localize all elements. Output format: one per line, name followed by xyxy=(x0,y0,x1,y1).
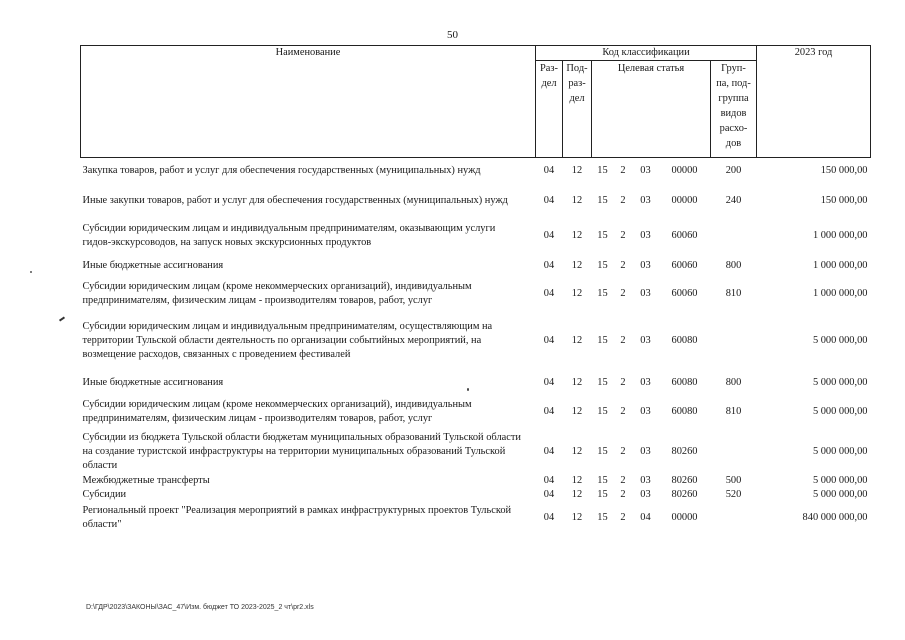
row-name: Субсидии xyxy=(82,488,127,500)
row-podrazdel: 12 xyxy=(571,376,583,388)
row-razdel: 04 xyxy=(543,164,555,176)
row-s1: 15 xyxy=(597,405,608,417)
row-s2: 2 xyxy=(620,376,626,388)
row-s4: 00000 xyxy=(671,194,698,206)
row-s3: 03 xyxy=(640,194,651,206)
table-row xyxy=(81,394,871,430)
row-s3: 03 xyxy=(640,287,651,299)
row-s3: 03 xyxy=(640,474,651,486)
row-s3: 03 xyxy=(640,334,651,346)
table-row xyxy=(81,502,871,534)
row-group xyxy=(711,502,757,534)
row-s2: 2 xyxy=(620,511,626,523)
row-amount: 5 000 000,00 xyxy=(812,405,868,417)
row-name: Иные бюджетные ассигнования xyxy=(82,376,224,388)
table-row xyxy=(81,218,871,254)
row-razdel: 04 xyxy=(543,287,555,299)
row-group: 500 xyxy=(725,474,742,486)
row-amount: 150 000,00 xyxy=(820,194,868,206)
row-s3: 03 xyxy=(640,164,651,176)
row-podrazdel: 12 xyxy=(571,334,583,346)
scan-speck xyxy=(467,388,469,391)
row-razdel: 04 xyxy=(543,488,555,500)
row-s2: 2 xyxy=(620,474,626,486)
row-amount: 5 000 000,00 xyxy=(812,334,868,346)
row-podrazdel: 12 xyxy=(571,405,583,417)
row-amount: 1 000 000,00 xyxy=(812,229,868,241)
row-s2: 2 xyxy=(620,488,626,500)
row-amount: 5 000 000,00 xyxy=(812,474,868,486)
table-row xyxy=(81,372,871,394)
row-razdel: 04 xyxy=(543,445,555,457)
table-body xyxy=(81,158,871,534)
row-name: Субсидии юридическим лицам (кроме некоммерческих организаций), индивидуальным предпринимателям, физическим лицам - производителям товаров, работ, услуг xyxy=(82,398,472,424)
row-s1: 15 xyxy=(597,229,608,241)
row-s3: 03 xyxy=(640,259,651,271)
row-s3: 03 xyxy=(640,488,651,500)
row-s2: 2 xyxy=(620,334,626,346)
row-group: 520 xyxy=(725,488,742,500)
row-group: 810 xyxy=(725,405,742,417)
row-razdel: 04 xyxy=(543,259,555,271)
row-podrazdel: 12 xyxy=(571,445,583,457)
row-s4: 00000 xyxy=(671,511,698,523)
page-number: 50 xyxy=(447,29,458,41)
row-s3: 03 xyxy=(640,229,651,241)
row-name: Субсидии юридическим лицам и индивидуальным предпринимателям, оказывающим услуги гидов-экскурсоводов, на запуск новых экскурсионных продуктов xyxy=(82,222,496,248)
row-group xyxy=(711,430,757,474)
row-s2: 2 xyxy=(620,259,626,271)
row-s1: 15 xyxy=(597,445,608,457)
row-razdel: 04 xyxy=(543,194,555,206)
row-razdel: 04 xyxy=(543,511,555,523)
scan-mark xyxy=(59,316,65,321)
row-razdel: 04 xyxy=(543,334,555,346)
row-s1: 15 xyxy=(597,287,608,299)
row-group: 200 xyxy=(725,164,742,176)
row-s2: 2 xyxy=(620,229,626,241)
row-s2: 2 xyxy=(620,405,626,417)
row-name: Субсидии из бюджета Тульской области бюджетам муниципальных образований Тульской области на создание туристской инфраструктуры на территории муниципальных образований Тульской области xyxy=(82,431,521,471)
row-name: Субсидии юридическим лицам и индивидуальным предпринимателям, осуществляющим на территории Тульской области деятельность по организации событийных мероприятий, на возмещение расходов, связанных с проведением фестивалей xyxy=(82,320,493,360)
row-amount: 150 000,00 xyxy=(820,164,868,176)
table-row xyxy=(81,488,871,502)
row-s4: 80260 xyxy=(671,445,698,457)
row-name: Субсидии юридическим лицам (кроме некоммерческих организаций), индивидуальным предпринимателям, физическим лицам - производителям товаров, работ, услуг xyxy=(82,280,472,306)
row-podrazdel: 12 xyxy=(571,194,583,206)
row-name: Межбюджетные трансферты xyxy=(82,474,210,486)
file-path: D:\ГДР\2023\ЗАКОНЫ\ЗАС_47\Изм. бюджет ТО 2023-2025_2 чт\pr2.xls xyxy=(86,604,314,611)
row-podrazdel: 12 xyxy=(571,474,583,486)
row-amount: 5 000 000,00 xyxy=(812,376,868,388)
table-row xyxy=(81,310,871,372)
row-s2: 2 xyxy=(620,194,626,206)
row-s4: 60060 xyxy=(671,287,698,299)
header-target: Целевая статья xyxy=(592,61,711,158)
row-s4: 80260 xyxy=(671,488,698,500)
row-name: Иные закупки товаров, работ и услуг для обеспечения государственных (муниципальных) нужд xyxy=(82,194,508,206)
row-s3: 03 xyxy=(640,405,651,417)
row-s1: 15 xyxy=(597,194,608,206)
row-s3: 03 xyxy=(640,445,651,457)
row-amount: 1 000 000,00 xyxy=(812,287,868,299)
table-header xyxy=(81,46,871,158)
table-row xyxy=(81,278,871,310)
row-s4: 60060 xyxy=(671,229,698,241)
row-s1: 15 xyxy=(597,259,608,271)
row-podrazdel: 12 xyxy=(571,259,583,271)
header-classification: Код классификации xyxy=(536,46,757,61)
row-amount: 5 000 000,00 xyxy=(812,488,868,500)
row-razdel: 04 xyxy=(543,474,555,486)
row-s4: 60080 xyxy=(671,376,698,388)
table-row xyxy=(81,184,871,218)
table-row xyxy=(81,158,871,184)
header-group: Груп- па, под- группа видов расхо- дов xyxy=(711,61,757,158)
row-podrazdel: 12 xyxy=(571,287,583,299)
row-group: 810 xyxy=(725,287,742,299)
row-s1: 15 xyxy=(597,488,608,500)
header-year: 2023 год xyxy=(757,46,871,158)
row-s4: 60080 xyxy=(671,405,698,417)
row-s1: 15 xyxy=(597,511,608,523)
table-row xyxy=(81,430,871,474)
row-s1: 15 xyxy=(597,376,608,388)
row-podrazdel: 12 xyxy=(571,511,583,523)
row-s4: 60060 xyxy=(671,259,698,271)
row-s4: 60080 xyxy=(671,334,698,346)
row-name: Иные бюджетные ассигнования xyxy=(82,259,224,271)
row-name: Региональный проект "Реализация мероприятий в рамках инфраструктурных проектов Тульской области" xyxy=(82,504,512,530)
row-s1: 15 xyxy=(597,474,608,486)
row-razdel: 04 xyxy=(543,376,555,388)
row-amount: 1 000 000,00 xyxy=(812,259,868,271)
row-amount: 840 000 000,00 xyxy=(802,511,868,523)
row-group: 240 xyxy=(725,194,742,206)
row-s1: 15 xyxy=(597,164,608,176)
row-podrazdel: 12 xyxy=(571,229,583,241)
row-amount: 5 000 000,00 xyxy=(812,445,868,457)
row-group xyxy=(711,218,757,254)
row-s1: 15 xyxy=(597,334,608,346)
row-s2: 2 xyxy=(620,164,626,176)
row-group: 800 xyxy=(725,259,742,271)
budget-table xyxy=(80,45,871,534)
row-podrazdel: 12 xyxy=(571,488,583,500)
row-s3: 04 xyxy=(640,511,651,523)
row-group xyxy=(711,310,757,372)
row-podrazdel: 12 xyxy=(571,164,583,176)
row-group: 800 xyxy=(725,376,742,388)
row-s4: 80260 xyxy=(671,474,698,486)
row-razdel: 04 xyxy=(543,405,555,417)
row-s2: 2 xyxy=(620,445,626,457)
scan-speck xyxy=(30,271,32,273)
header-podrazdel: Под- раз- дел xyxy=(563,61,592,158)
table-row xyxy=(81,254,871,278)
header-name: Наименование xyxy=(81,46,536,158)
row-name: Закупка товаров, работ и услуг для обеспечения государственных (муниципальных) нужд xyxy=(82,164,481,176)
header-razdel: Раз- дел xyxy=(536,61,563,158)
row-razdel: 04 xyxy=(543,229,555,241)
row-s2: 2 xyxy=(620,287,626,299)
row-s4: 00000 xyxy=(671,164,698,176)
row-s3: 03 xyxy=(640,376,651,388)
table-row xyxy=(81,474,871,488)
